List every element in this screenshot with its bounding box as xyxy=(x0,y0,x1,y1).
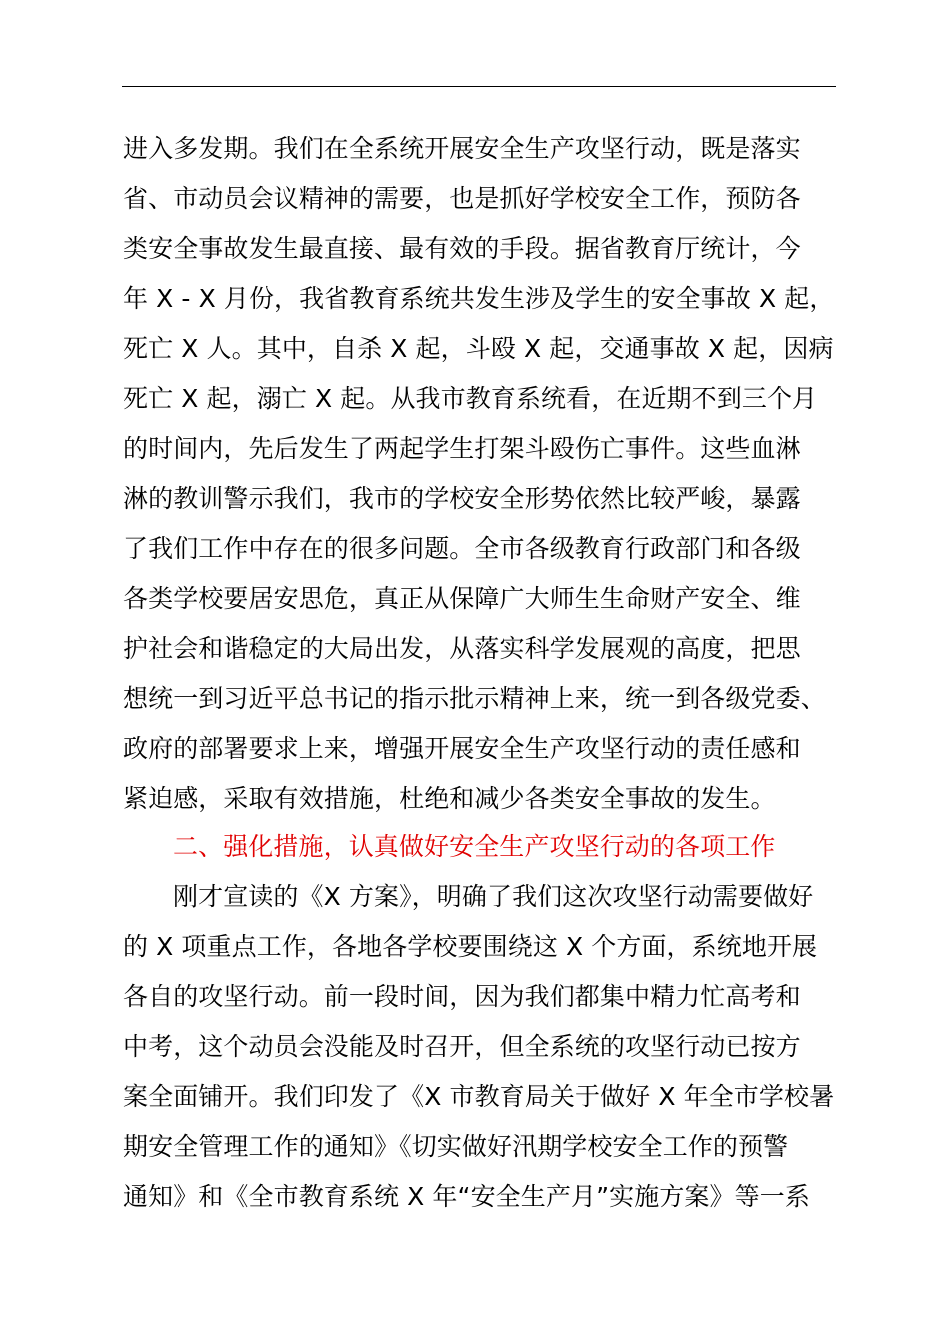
body-line: 刚才宣读的《X 方案》，明确了我们这次攻坚行动需要做好 xyxy=(173,882,814,911)
body-line: 省、市动员会议精神的需要，也是抓好学校安全工作，预防各 xyxy=(123,184,801,213)
body-line: 了我们工作中存在的很多问题。全市各级教育行政部门和各级 xyxy=(123,534,801,563)
body-line: 政府的部署要求上来，增强开展安全生产攻坚行动的责任感和 xyxy=(123,734,801,763)
body-line: 死亡 X 人。其中，自杀 X 起，斗殴 X 起，交通事故 X 起，因病 xyxy=(123,334,834,363)
section-heading: 二、强化措施，认真做好安全生产攻坚行动的各项工作 xyxy=(173,832,776,861)
body-line: 紧迫感，采取有效措施，杜绝和减少各类安全事故的发生。 xyxy=(123,784,776,813)
body-line: 各自的攻坚行动。前一段时间，因为我们都集中精力忙高考和 xyxy=(123,982,801,1011)
body-line: 淋的教训警示我们，我市的学校安全形势依然比较严峻，暴露 xyxy=(123,484,801,513)
body-line: 类安全事故发生最直接、最有效的手段。据省教育厅统计，今 xyxy=(123,234,801,263)
body-line: 年 X - X 月份，我省教育系统共发生涉及学生的安全事故 X 起， xyxy=(123,284,835,313)
body-line: 期安全管理工作的通知》《切实做好汛期学校安全工作的预警 xyxy=(123,1132,789,1161)
body-line: 护社会和谐稳定的大局出发，从落实科学发展观的高度，把思 xyxy=(123,634,801,663)
body-line: 中考，这个动员会没能及时召开，但全系统的攻坚行动已按方 xyxy=(123,1032,801,1061)
header-rule xyxy=(122,86,836,87)
body-line: 的 X 项重点工作，各地各学校要围绕这 X 个方面，系统地开展 xyxy=(123,932,818,961)
body-line: 通知》和《全市教育系统 X 年“安全生产月”实施方案》等一系 xyxy=(123,1182,810,1211)
body-line: 各类学校要居安思危，真正从保障广大师生生命财产安全、维 xyxy=(123,584,801,613)
body-line: 的时间内，先后发生了两起学生打架斗殴伤亡事件。这些血淋 xyxy=(123,434,801,463)
body-line: 死亡 X 起，溺亡 X 起。从我市教育系统看，在近期不到三个月 xyxy=(123,384,818,413)
body-line: 案全面铺开。我们印发了《X 市教育局关于做好 X 年全市学校暑 xyxy=(123,1082,835,1111)
body-line: 想统一到习近平总书记的指示批示精神上来，统一到各级党委、 xyxy=(123,684,826,713)
body-line: 进入多发期。我们在全系统开展安全生产攻坚行动，既是落实 xyxy=(123,134,801,163)
